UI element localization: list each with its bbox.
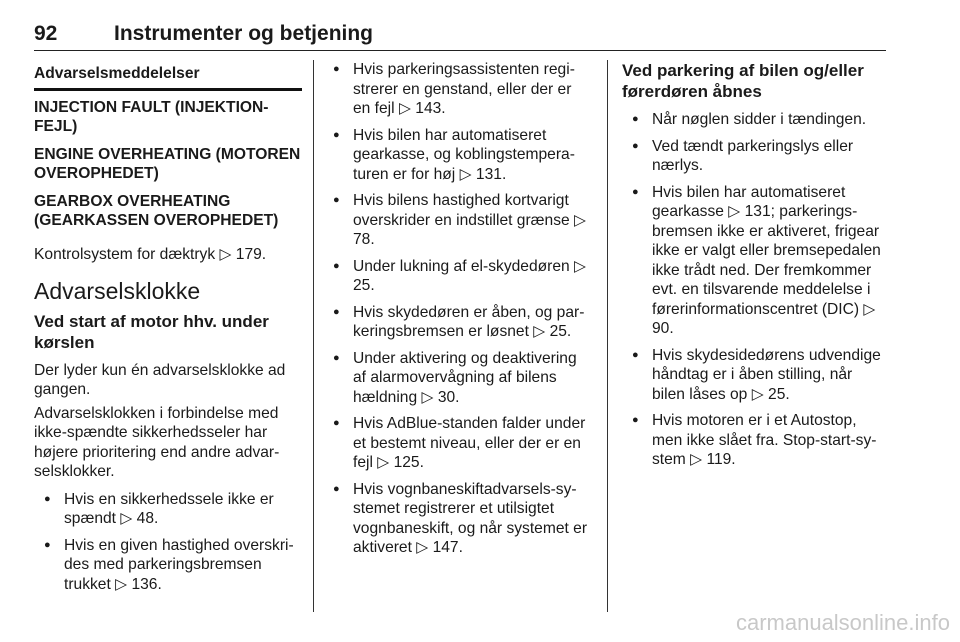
list-item: ● Hvis AdBlue-standen falder under et bestemt niveau, eller der er en fejl ▷ 125. [329,414,591,473]
section-heading: Advarselsmeddelelser [34,60,302,91]
warning-message: GEARBOX OVERHEATING (GEARKASSEN OVEROPHEDET) [34,192,279,229]
tire-pressure-ref: Kontrolsystem for dæktryk ▷ 179. [34,245,267,263]
list-item: ● Hvis vognbaneskiftadvarsels-systemet registrerer et utilsigtet vognbaneskift, og når systemet er aktiveret ▷ 147. [329,480,591,558]
list-item: ● Hvis bilen har automatiseret gearkasse, og koblingstemperaturen er for høj ▷ 131. [329,126,591,185]
page-number: 92 [34,22,58,45]
header-divider [34,50,886,51]
bullet-list [329,60,591,558]
watermark: carmanualsonline.info [735,610,950,635]
bullet-list [34,490,302,595]
column-1 [34,60,302,601]
list-item: ● Hvis parkeringsassistenten registrerer en genstand, eller der er en fejl ▷ 143. [329,60,591,119]
column-divider-1 [313,60,314,612]
column-2 [329,60,591,565]
column-divider-2 [607,60,608,612]
warning-message: ENGINE OVERHEATING (MOTOREN OVEROPHEDET) [34,145,301,182]
list-item: ● Hvis en sikkerhedssele ikke er spændt ▷ 48. [34,490,302,529]
sub-heading: Ved parkering af bilen og/eller førerdøren åbnes [622,61,864,101]
list-item: ● Under aktivering og deaktivering af alarmovervågning af bilens hældning ▷ 30. [329,349,591,408]
paragraph: Der lyder kun én advarselsklokke ad gangen. [34,361,286,398]
sub-heading: Ved start af motor hhv. under kørslen [34,311,269,352]
warning-message: INJECTION FAULT (INJEKTION-FEJL) [34,98,269,135]
list-item: ● Ved tændt parkeringslys eller nærlys. [622,137,888,176]
list-item: ● Under lukning af el-skydedøren ▷ 25. [329,257,591,296]
list-item: ● Når nøglen sidder i tændingen. [622,110,888,130]
list-item: ● Hvis motoren er i et Autostop, men ikke slået fra. Stop-start-system ▷ 119. [622,411,888,470]
bullet-list [622,110,888,470]
list-item: ● Hvis bilen har automatiseret gearkasse ▷ 131; parkeringsbremsen ikke er aktiveret, frigear ikke er valgt eller bremsepedalen ikke trådt ned. Der fremkommer evt. en tilsvarende meddelelse i førerinformationscentret (DIC) ▷ 90. [622,183,888,339]
list-item: ● Hvis en given hastighed overskrides med parkeringsbremsen trukket ▷ 136. [34,536,302,595]
paragraph: Advarselsklokken i forbindelse med ikke-spændte sikkerhedsseler har højere prioritering end andre advarselsklokker. [34,404,280,480]
list-item: ● Hvis skydesidedørens udvendige håndtag er i åben stilling, når bilen låses op ▷ 25. [622,346,888,405]
main-heading: Advarselsklokke [34,278,201,304]
page-title: Instrumenter og betjening [114,22,374,45]
list-item: ● Hvis bilens hastighed kortvarigt overskrider en indstillet grænse ▷ 78. [329,191,591,250]
list-item: ● Hvis skydedøren er åben, og parkeringsbremsen er løsnet ▷ 25. [329,303,591,342]
page-header [34,22,886,50]
column-3 [622,60,888,477]
